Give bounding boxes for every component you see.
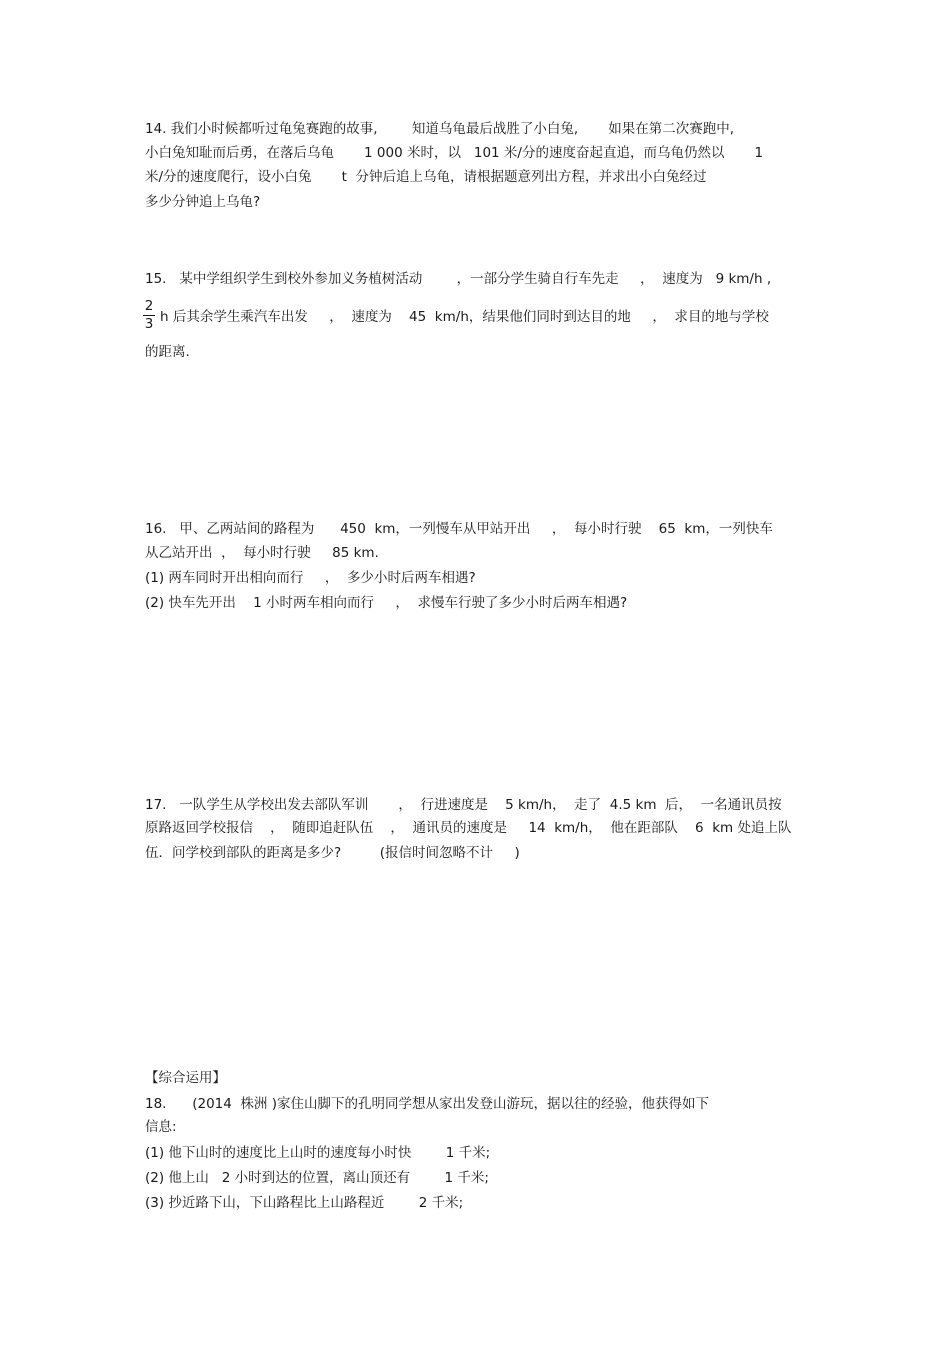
q15-line-1: 15. 某中学组织学生到校外参加义务植树活动 ，一部分学生骑自行车先走 ， 速度为 9 km/h , (145, 271, 772, 287)
q14-line-1: 14. 我们小时候都听过龟兔赛跑的故事, 知道乌龟最后战胜了小白兔, 如果在第二次赛跑中, (145, 121, 735, 137)
q14-line-3: 米/分的速度爬行，设小白兔 t 分钟后追上乌龟，请根据题意列出方程，并求出小白兔经过 (145, 169, 707, 185)
q14-line-4: 多少分钟追上乌龟? (145, 194, 261, 210)
q18-info-3: (3) 抄近路下山，下山路程比上山路程近 2 千米; (145, 1195, 464, 1211)
q18-line-2: 信息: (145, 1119, 177, 1135)
fraction-denominator: 3 (144, 316, 154, 332)
q17-line-1: 17. 一队学生从学校出发去部队军训 ， 行进速度是 5 km/h， 走了 4.5 km 后， 一名通讯员按 (145, 797, 782, 813)
q15-line-3: 的距离. (145, 344, 190, 360)
q18-info-1: (1) 他下山时的速度比上山时的速度每小时快 1 千米; (145, 1145, 491, 1161)
q16-part-2: (2) 快车先开出 1 小时两车相向而行 ， 求慢车行驶了多少小时后两车相遇? (145, 595, 628, 611)
q14-line-2: 小白兔知耻而后勇，在落后乌龟 1 000 米时，以 101 米/分的速度奋起直追，而乌龟仍然以 1 (145, 145, 764, 161)
q18-info-2: (2) 他上山 2 小时到达的位置，离山顶还有 1 千米; (145, 1170, 489, 1186)
section-heading: 【综合运用】 (145, 1070, 226, 1086)
q16-line-2: 从乙站开出 ， 每小时行驶 85 km. (145, 545, 379, 561)
q17-line-2: 原路返回学校报信 ， 随即追赶队伍 ， 通讯员的速度是 14 km/h， 他在距部队 6 km 处追上队 (145, 820, 792, 836)
q16-line-1: 16. 甲、乙两站间的路程为 450 km，一列慢车从甲站开出 ， 每小时行驶 65 km，一列快车 (145, 521, 773, 537)
q15-fraction (143, 298, 155, 333)
q17-line-3: 伍．问学校到部队的距离是多少? (报信时间忽略不计 ) (145, 845, 520, 861)
fraction-numerator: 2 (144, 298, 154, 314)
q18-line-1: 18. (2014 株洲 )家住山脚下的孔明同学想从家出发登山游玩，据以往的经验，他获得如下 (145, 1096, 709, 1112)
q15-line-2: h 后其余学生乘汽车出发 ， 速度为 45 km/h，结果他们同时到达目的地 ， 求目的地与学校 (160, 309, 769, 325)
q16-part-1: (1) 两车同时开出相向而行 ， 多少小时后两车相遇? (145, 570, 476, 586)
